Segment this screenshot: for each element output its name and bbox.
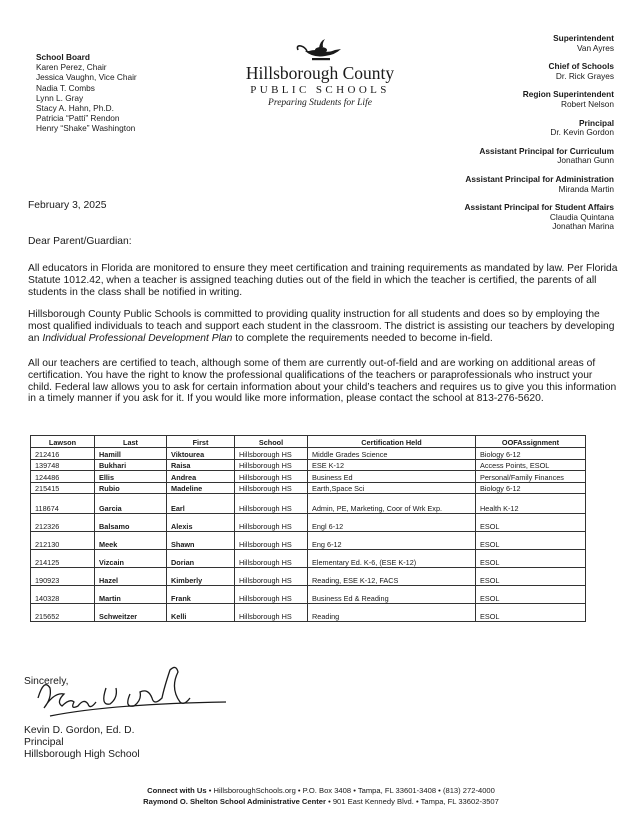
school-cell: Hillsborough HS [235,459,308,471]
assignment-cell: Access Points, ESOL [476,459,586,471]
board-member: Nadia T. Combs [36,82,95,93]
last-name-cell: Bukhari [95,459,167,471]
column-header: OOFAssignment [476,436,586,448]
admin-entry [354,90,614,109]
footer-line-2 [0,796,642,807]
admin-entry [354,203,614,232]
admin-name: Jonathan Marina [552,221,614,232]
lawson-cell: 140328 [31,586,95,604]
admin-name: Robert Nelson [560,98,614,109]
board-member: Henry “Shake” Washington [36,123,136,134]
table-row [31,494,586,514]
certification-cell: Reading [308,604,476,622]
column-header: Certification Held [308,436,476,448]
school-cell: Hillsborough HS [235,471,308,483]
public-schools-label: PUBLIC SCHOOLS [250,84,390,96]
first-name-cell: Kelli [167,604,235,622]
certification-cell: Earth,Space Sci [308,482,476,494]
board-member: Patricia “Patti” Rendon [36,113,120,124]
board-member: Lynn L. Gray [36,92,84,103]
first-name-cell: Madeline [167,482,235,494]
admin-name: Jonathan Gunn [557,155,614,166]
school-cell: Hillsborough HS [235,550,308,568]
lawson-cell: 215415 [31,482,95,494]
admin-entry [354,62,614,81]
assignment-cell: ESOL [476,514,586,532]
footer-center-name: Raymond O. Shelton School Administrative Center [143,797,326,806]
column-header: School [235,436,308,448]
table-row [31,568,586,586]
last-name-cell: Schweitzer [95,604,167,622]
assignment-cell: ESOL [476,586,586,604]
footer-connect: Connect with Us [147,786,207,795]
first-name-cell: Raisa [167,459,235,471]
paragraph-2-text-end: to complete the requirements needed to become in-field. [232,332,493,344]
first-name-cell: Alexis [167,514,235,532]
last-name-cell: Hazel [95,568,167,586]
letter-footer [0,785,642,807]
school-cell: Hillsborough HS [235,604,308,622]
district-tagline: Preparing Students for Life [268,98,372,108]
column-header: Last [95,436,167,448]
admin-name: Dr. Kevin Gordon [550,127,614,138]
lawson-cell: 214125 [31,550,95,568]
last-name-cell: Vizcain [95,550,167,568]
signer-title: Principal [24,737,64,748]
admin-name: Van Ayres [576,42,614,53]
first-name-cell: Earl [167,494,235,514]
signature-block [24,725,140,761]
out-of-field-teachers-table [30,435,586,622]
school-cell: Hillsborough HS [235,568,308,586]
column-header: First [167,436,235,448]
assignment-cell: ESOL [476,532,586,550]
table-row [31,482,586,494]
school-board-heading: School Board [36,52,90,62]
certification-cell: Middle Grades Science [308,448,476,460]
lawson-cell: 212130 [31,532,95,550]
lawson-cell: 212326 [31,514,95,532]
footer-contact: • HillsboroughSchools.org • P.O. Box 3408 • Tampa, FL 33601-3408 • (813) 272-4000 [206,786,495,795]
certification-cell: Engl 6-12 [308,514,476,532]
lamp-of-learning-icon [295,38,345,62]
certification-cell: Business Ed & Reading [308,586,476,604]
admin-title: Chief of Schools [548,61,614,72]
table-row [31,459,586,471]
certification-cell: Business Ed [308,471,476,483]
admin-title: Superintendent [553,33,614,43]
first-name-cell: Andrea [167,471,235,483]
admin-title: Assistant Principal for Student Affairs [464,202,614,213]
table-header-row [31,436,586,448]
handwritten-signature [30,658,230,728]
lawson-cell: 215652 [31,604,95,622]
last-name-cell: Ellis [95,471,167,483]
admin-name: Dr. Rick Grayes [555,70,614,81]
ipdp-emphasis: Individual Professional Development Plan [42,332,233,344]
admin-name: Miranda Martin [558,183,614,194]
paragraph-2-text: Hillsborough County Public Schools is committed to providing quality instruction for all students and does so by employing the most qualified individuals to teach and support each student in the classroom. The district is assisting our teachers by developing an [28,309,615,344]
certification-cell: ESE K-12 [308,459,476,471]
table-row [31,448,586,460]
assignment-cell: ESOL [476,568,586,586]
footer-address: • 901 East Kennedy Blvd. • Tampa, FL 33602-3507 [325,797,499,806]
admin-title: Region Superintendent [522,89,614,100]
district-name: Hillsborough County [245,63,395,83]
lawson-cell: 190923 [31,568,95,586]
school-cell: Hillsborough HS [235,448,308,460]
letter-date: February 3, 2025 [28,200,107,211]
footer-line-1 [0,785,642,796]
signer-school: Hillsborough High School [24,749,140,760]
last-name-cell: Martin [95,586,167,604]
first-name-cell: Kimberly [167,568,235,586]
table-row [31,471,586,483]
school-cell: Hillsborough HS [235,586,308,604]
board-member: Stacy A. Hahn, Ph.D. [36,103,114,114]
first-name-cell: Shawn [167,532,235,550]
certification-cell: Admin, PE, Marketing, Coor of Wrk Exp. [308,494,476,514]
admin-title: Assistant Principal for Curriculum [479,145,614,156]
admin-title: Assistant Principal for Administration [465,173,614,184]
column-header: Lawson [31,436,95,448]
table-row [31,604,586,622]
school-cell: Hillsborough HS [235,514,308,532]
school-board-list [36,52,137,134]
paragraph-3: All our teachers are certified to teach, although some of them are currently out-of-field and are working on additional areas of certification. You have the right to know the professional qualifications of the teachers or paraprofessionals who instruct your child. Federal law allows you to ask for certain information about your child’s teachers and requires us to give you this information in a timely manner if you ask for it. If you would like more information, please contact the school at 813-276-5620. [28,358,617,405]
assignment-cell: Health K-12 [476,494,586,514]
assignment-cell: Personal/Family Finances [476,471,586,483]
lawson-cell: 212416 [31,448,95,460]
school-cell: Hillsborough HS [235,494,308,514]
paragraph-2 [28,309,618,344]
assignment-cell: ESOL [476,604,586,622]
admin-entry [354,147,614,166]
table-row [31,532,586,550]
table-row [31,586,586,604]
last-name-cell: Hamill [95,448,167,460]
assignment-cell: Biology 6-12 [476,482,586,494]
admin-name: Claudia Quintana [549,211,614,222]
first-name-cell: Frank [167,586,235,604]
administration-list [354,34,614,241]
school-cell: Hillsborough HS [235,482,308,494]
lawson-cell: 124486 [31,471,95,483]
admin-entry [354,119,614,138]
table-row [31,514,586,532]
admin-entry [354,34,614,53]
last-name-cell: Balsamo [95,514,167,532]
last-name-cell: Garcia [95,494,167,514]
school-cell: Hillsborough HS [235,532,308,550]
last-name-cell: Rubio [95,482,167,494]
admin-entry [354,175,614,194]
signer-name: Kevin D. Gordon, Ed. D. [24,725,135,736]
certification-cell: Elementary Ed. K-6, (ESE K-12) [308,550,476,568]
certification-cell: Eng 6-12 [308,532,476,550]
paragraph-1: All educators in Florida are monitored to ensure they meet certification and training requirements as mandated by law. Per Florida Statute 1012.42, when a teacher is assigned teaching duties out of the field in which the teacher is certified, the parents of all students in the class shall be notified in writing. [28,263,618,298]
board-member: Jessica Vaughn, Vice Chair [36,72,137,83]
first-name-cell: Viktourea [167,448,235,460]
closing-sincerely: Sincerely, [24,676,69,687]
first-name-cell: Dorian [167,550,235,568]
certification-cell: Reading, ESE K-12, FACS [308,568,476,586]
admin-title: Principal [578,117,614,128]
table-row [31,550,586,568]
assignment-cell: Biology 6-12 [476,448,586,460]
last-name-cell: Meek [95,532,167,550]
assignment-cell: ESOL [476,550,586,568]
letter-greeting: Dear Parent/Guardian: [28,236,132,247]
lawson-cell: 139748 [31,459,95,471]
lawson-cell: 118674 [31,494,95,514]
board-member: Karen Perez, Chair [36,62,107,73]
